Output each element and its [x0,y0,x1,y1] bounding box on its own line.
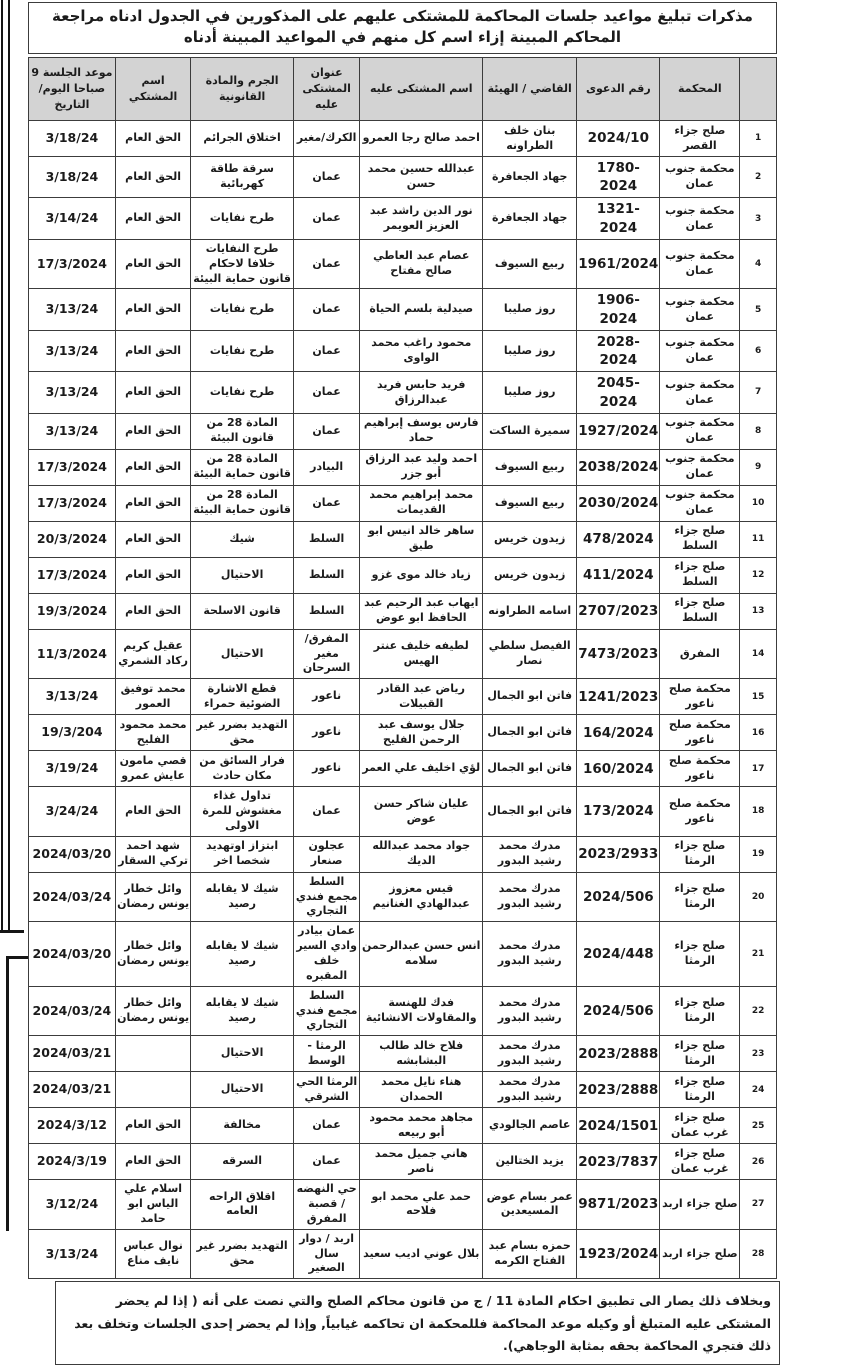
cell-court: صلح جزاء اربد [660,1229,740,1279]
cell-judge: حمزه بسام عبد الفتاح الكرمه [483,1229,577,1279]
cell-case_no: 2023/2888 [577,1036,660,1072]
cell-complainant: قصي مامون عايش عمرو [115,751,191,787]
cell-date: 19/3/204 [29,715,116,751]
cell-date: 3/13/24 [29,1229,116,1279]
cell-court: صلح جزاء القصر [660,121,740,157]
cell-case_no: 164/2024 [577,715,660,751]
hearings-table [28,57,777,1279]
cell-complainant: شهد احمد تركي السقار [115,836,191,872]
cell-court: صلح جزاء السلط [660,557,740,593]
cell-court: محكمة صلح ناعور [660,715,740,751]
cell-num: 17 [740,751,777,787]
cell-crime: المادة 28 من قانون البيئة [191,413,293,449]
cell-complainant: الحق العام [115,121,191,157]
cell-crime: المادة 28 من قانون حماية البيئة [191,449,293,485]
cell-date: 3/24/24 [29,787,116,837]
cell-crime: الاحتيال [191,629,293,679]
cell-crime: طرح نفايات [191,372,293,413]
cell-address: عمان [293,485,360,521]
cell-address: الكرك/مغير [293,121,360,157]
page-frame-left-line [1,0,10,932]
cell-court: محكمة جنوب عمان [660,239,740,289]
table-row [29,521,777,557]
cell-crime: طرح نفايات [191,289,293,330]
cell-case_no: 2023/2888 [577,1072,660,1108]
cell-num: 7 [740,372,777,413]
cell-complainant: الحق العام [115,521,191,557]
cell-complainant: محمد محمود الفليح [115,715,191,751]
cell-defendant: لؤي اخليف علي العمر [360,751,483,787]
cell-date: 3/18/24 [29,157,116,198]
cell-case_no: 7473/2023 [577,629,660,679]
cell-court: محكمة جنوب عمان [660,289,740,330]
cell-court: محكمة جنوب عمان [660,330,740,371]
cell-judge: مدرك محمد رشيد البدور [483,922,577,986]
header-row [29,58,777,121]
cell-court: صلح جزاء الرمثا [660,986,740,1036]
table-row [29,330,777,371]
cell-address: ناعور [293,751,360,787]
cell-num: 16 [740,715,777,751]
cell-address: السلط [293,593,360,629]
cell-num: 15 [740,679,777,715]
header-complainant-name: اسم المشتكي [115,58,191,121]
cell-address: عمان [293,413,360,449]
cell-court: محكمة جنوب عمان [660,485,740,521]
cell-case_no: 2024/10 [577,121,660,157]
cell-date: 17/3/2024 [29,449,116,485]
cell-crime: طرح النفايات خلافا لاحكام قانون حماية البيئة [191,239,293,289]
cell-date: 2024/03/20 [29,922,116,986]
cell-num: 23 [740,1036,777,1072]
cell-complainant: وائل خطار يونس رمضان [115,922,191,986]
cell-num: 12 [740,557,777,593]
cell-judge: جهاد الجعافرة [483,198,577,239]
cell-court: صلح جزاء الرمثا [660,1072,740,1108]
cell-complainant: الحق العام [115,1108,191,1144]
cell-judge: يزيد الختالين [483,1144,577,1180]
cell-case_no: 1780-2024 [577,157,660,198]
cell-date: 17/3/2024 [29,239,116,289]
cell-case_no: 2045-2024 [577,372,660,413]
cell-judge: فاتن ابو الجمال [483,679,577,715]
cell-complainant: الحق العام [115,330,191,371]
cell-crime: شيك [191,521,293,557]
cell-address: البيادر [293,449,360,485]
cell-crime: المادة 28 من قانون حماية البيئة [191,485,293,521]
cell-num: 1 [740,121,777,157]
cell-num: 20 [740,872,777,922]
cell-court: صلح جزاء السلط [660,593,740,629]
cell-case_no: 2038/2024 [577,449,660,485]
cell-address: الرمثا الحي الشرقي [293,1072,360,1108]
cell-court: صلح جزاء الرمثا [660,872,740,922]
cell-date: 20/3/2024 [29,521,116,557]
cell-address: عجلون صنعار [293,836,360,872]
table-row [29,1144,777,1180]
table-row [29,1036,777,1072]
cell-case_no: 2023/2933 [577,836,660,872]
cell-defendant: لطيفه خليف عنتر الهيس [360,629,483,679]
cell-court: صلح جزاء الرمثا [660,836,740,872]
cell-num: 8 [740,413,777,449]
table-row [29,679,777,715]
cell-case_no: 1961/2024 [577,239,660,289]
table-row [29,593,777,629]
cell-crime: التهديد بضرر غير محق [191,1229,293,1279]
cell-case_no: 1923/2024 [577,1229,660,1279]
cell-complainant: الحق العام [115,239,191,289]
header-case-number: رقم الدعوى [577,58,660,121]
cell-address: اربد / دوار سال الصغير [293,1229,360,1279]
table-row [29,787,777,837]
cell-judge: روز صليبا [483,289,577,330]
cell-defendant: انس حسن عبدالرحمن سلامه [360,922,483,986]
cell-judge: مدرك محمد رشيد البدور [483,986,577,1036]
cell-case_no: 2024/1501 [577,1108,660,1144]
cell-crime: فرار السائق من مكان حادث [191,751,293,787]
cell-crime: الاحتيال [191,1072,293,1108]
cell-num: 22 [740,986,777,1036]
cell-judge: فاتن ابو الجمال [483,715,577,751]
cell-date: 3/13/24 [29,330,116,371]
table-row [29,239,777,289]
table-row [29,121,777,157]
cell-crime: مخالفة [191,1108,293,1144]
cell-num: 6 [740,330,777,371]
cell-complainant: الحق العام [115,157,191,198]
cell-num: 14 [740,629,777,679]
cell-date: 17/3/2024 [29,485,116,521]
cell-date: 2024/03/24 [29,872,116,922]
cell-case_no: 2707/2023 [577,593,660,629]
cell-crime: الاحتيال [191,1036,293,1072]
table-row [29,372,777,413]
cell-defendant: ساهر خالد انيس ابو طبق [360,521,483,557]
cell-case_no: 1927/2024 [577,413,660,449]
cell-case_no: 478/2024 [577,521,660,557]
cell-court: محكمة صلح ناعور [660,751,740,787]
table-row [29,986,777,1036]
cell-address: عمان [293,1108,360,1144]
cell-case_no: 1241/2023 [577,679,660,715]
cell-num: 3 [740,198,777,239]
cell-judge: فاتن ابو الجمال [483,751,577,787]
cell-address: حي النهضه / قصبة المفرق [293,1180,360,1230]
cell-judge: روز صليبا [483,372,577,413]
cell-judge: اسامه الطراونه [483,593,577,629]
cell-case_no: 2023/7837 [577,1144,660,1180]
table-row [29,922,777,986]
notice-content [28,2,777,1365]
cell-defendant: هاني جميل محمد ناصر [360,1144,483,1180]
cell-defendant: نور الدين راشد عبد العزيز العويمر [360,198,483,239]
cell-complainant: الحق العام [115,198,191,239]
cell-address: ناعور [293,679,360,715]
cell-date: 2024/03/24 [29,986,116,1036]
cell-case_no: 2024/448 [577,922,660,986]
cell-address: عمان [293,372,360,413]
cell-judge: مدرك محمد رشيد البدور [483,1036,577,1072]
cell-defendant: جلال يوسف عبد الرحمن الفليح [360,715,483,751]
cell-complainant: الحق العام [115,557,191,593]
cell-judge: جهاد الجعافرة [483,157,577,198]
cell-court: صلح جزاء اربد [660,1180,740,1230]
cell-defendant: عبدالله حسين محمد حسن [360,157,483,198]
table-row [29,557,777,593]
header-court: المحكمة [660,58,740,121]
cell-date: 2024/3/12 [29,1108,116,1144]
cell-complainant [115,1036,191,1072]
footer-legal-note: وبخلاف ذلك يصار الى تطبيق احكام المادة 11 / ج من قانون محاكم الصلح والتي نصت على أنه ( إذا لم يحضر المشتكى عليه المتبلغ أو وكيله موعد المحاكمة فللمحكمة ان تحاكمه غيابياً, وإذا لم يحضر إحدى الجلسات وتخلف بعد ذلك فتجري المحاكمة بحقه بمثابة الوجاهي). [55,1281,780,1365]
cell-court: صلح جزاء الرمثا [660,1036,740,1072]
cell-defendant: عليان شاكر حسن عوض [360,787,483,837]
table-row [29,289,777,330]
cell-judge: الفيصل سلطي نصار [483,629,577,679]
cell-defendant: فلاح خالد طالب البشابشه [360,1036,483,1072]
cell-address: عمان [293,787,360,837]
table-row [29,629,777,679]
cell-case_no: 2030/2024 [577,485,660,521]
cell-complainant: الحق العام [115,1144,191,1180]
cell-case_no: 2028-2024 [577,330,660,371]
cell-judge: مدرك محمد رشيد البدور [483,836,577,872]
table-row [29,1072,777,1108]
cell-address: عمان [293,239,360,289]
cell-defendant: احمد صالح رجا العمرو [360,121,483,157]
cell-num: 28 [740,1229,777,1279]
cell-num: 21 [740,922,777,986]
cell-complainant: نوال عباس نايف مناع [115,1229,191,1279]
table-row [29,449,777,485]
cell-crime: اقلاق الراحه العامه [191,1180,293,1230]
header-judge: القاضي / الهيئة [483,58,577,121]
cell-complainant: وائل خطار يونس رمضان [115,872,191,922]
cell-crime: اختلاق الجرائم [191,121,293,157]
table-row [29,872,777,922]
cell-num: 5 [740,289,777,330]
cell-case_no: 9871/2023 [577,1180,660,1230]
cell-date: 19/3/2024 [29,593,116,629]
cell-court: محكمة جنوب عمان [660,449,740,485]
cell-judge: عاصم الجالودي [483,1108,577,1144]
cell-judge: فاتن ابو الجمال [483,787,577,837]
cell-complainant: اسلام علي الياس ابو حامد [115,1180,191,1230]
cell-date: 3/14/24 [29,198,116,239]
cell-defendant: فدك للهنسة والمقاولات الانشائية [360,986,483,1036]
cell-judge: سميرة الساكت [483,413,577,449]
cell-crime: شيك لا يقابله رصيد [191,922,293,986]
cell-court: محكمة صلح ناعور [660,787,740,837]
cell-num: 11 [740,521,777,557]
cell-address: عمان [293,198,360,239]
cell-address: عمان بيادر وادي السير خلف المقبره [293,922,360,986]
cell-num: 18 [740,787,777,837]
cell-judge: ربيع السيوف [483,239,577,289]
cell-date: 2024/03/21 [29,1072,116,1108]
cell-address: عمان [293,330,360,371]
cell-court: محكمة جنوب عمان [660,372,740,413]
cell-address: المفرق/مغير السرحان [293,629,360,679]
table-row [29,198,777,239]
cell-judge: زيدون خريس [483,557,577,593]
cell-defendant: فارس يوسف إبراهيم حماد [360,413,483,449]
table-body [29,121,777,1279]
cell-case_no: 2024/506 [577,872,660,922]
cell-complainant: الحق العام [115,413,191,449]
cell-date: 3/12/24 [29,1180,116,1230]
cell-judge: ربيع السيوف [483,485,577,521]
header-defendant-address: عنوان المشتكى عليه [293,58,360,121]
cell-num: 27 [740,1180,777,1230]
cell-case_no: 2024/506 [577,986,660,1036]
cell-judge: ربيع السيوف [483,449,577,485]
cell-defendant: هناء نايل محمد الحمدان [360,1072,483,1108]
cell-complainant: محمد توفيق العمور [115,679,191,715]
cell-date: 2024/03/20 [29,836,116,872]
cell-complainant [115,1072,191,1108]
cell-complainant: الحق العام [115,485,191,521]
cell-address: السلط [293,521,360,557]
cell-crime: التهديد بضرر غير محق [191,715,293,751]
cell-date: 3/13/24 [29,372,116,413]
cell-num: 24 [740,1072,777,1108]
cell-date: 17/3/2024 [29,557,116,593]
cell-date: 3/19/24 [29,751,116,787]
cell-judge: عمر بسام عوض المسيعدين [483,1180,577,1230]
cell-defendant: ايهاب عبد الرحيم عبد الحافظ ابو عوض [360,593,483,629]
cell-crime: شيك لا يقابله رصيد [191,986,293,1036]
cell-address: السلط مجمع فندي التجاري [293,872,360,922]
cell-complainant: عقيل كريم ركاد الشمري [115,629,191,679]
cell-address: ناعور [293,715,360,751]
cell-crime: ابتزاز اوتهديد شخصا اخر [191,836,293,872]
cell-date: 3/13/24 [29,413,116,449]
cell-date: 3/13/24 [29,679,116,715]
cell-crime: طرح نفايات [191,330,293,371]
cell-crime: شيك لا يقابله رصيد [191,872,293,922]
cell-defendant: فريد حابس فريد عبدالرزاق [360,372,483,413]
notice-title: مذكرات تبليغ مواعيد جلسات المحاكمة للمشتكى عليهم على المذكورين في الجدول ادناه مراجعة المحاكم المبينة إزاء اسم كل منهم في المواعيد المبينة أدناه [28,2,777,54]
table-row [29,485,777,521]
table-row [29,157,777,198]
cell-complainant: الحق العام [115,593,191,629]
header-crime-article: الجرم والمادة القانونية [191,58,293,121]
cell-court: محكمة جنوب عمان [660,157,740,198]
table-row [29,751,777,787]
header-hearing-date: موعد الجلسة 9 صباحا اليوم/التاريخ [29,58,116,121]
table-row [29,1108,777,1144]
cell-crime: قطع الاشارة الضوئية حمراء [191,679,293,715]
cell-defendant: مجاهد محمد محمود أبو ربيعه [360,1108,483,1144]
cell-crime: قانون الاسلحة [191,593,293,629]
cell-date: 11/3/2024 [29,629,116,679]
table-row [29,836,777,872]
cell-address: عمان [293,289,360,330]
table-row [29,1229,777,1279]
cell-address: الرمثا - الوسط [293,1036,360,1072]
cell-complainant: الحق العام [115,372,191,413]
cell-case_no: 1906-2024 [577,289,660,330]
cell-num: 4 [740,239,777,289]
cell-court: محكمة صلح ناعور [660,679,740,715]
cell-complainant: الحق العام [115,449,191,485]
table-row [29,1180,777,1230]
cell-address: السلط مجمع فندي التجاري [293,986,360,1036]
cell-num: 19 [740,836,777,872]
cell-judge: مدرك محمد رشيد البدور [483,1072,577,1108]
cell-address: عمان [293,157,360,198]
cell-defendant: قيس معزوز عبدالهادي الغنانيم [360,872,483,922]
cell-num: 13 [740,593,777,629]
cell-date: 3/18/24 [29,121,116,157]
cell-court: صلح جزاء غرب عمان [660,1108,740,1144]
cell-num: 10 [740,485,777,521]
cell-complainant: وائل خطار يونس رمضان [115,986,191,1036]
cell-defendant: حمد علي محمد ابو فلاحه [360,1180,483,1230]
cell-defendant: محمود راغب محمد الواوى [360,330,483,371]
cell-judge: بنان خلف الطراونه [483,121,577,157]
cell-judge: زيدون خريس [483,521,577,557]
cell-date: 2024/03/21 [29,1036,116,1072]
cell-defendant: احمد وليد عبد الرزاق أبو جزر [360,449,483,485]
cell-address: السلط [293,557,360,593]
cell-num: 2 [740,157,777,198]
cell-judge: مدرك محمد رشيد البدور [483,872,577,922]
cell-court: محكمة جنوب عمان [660,198,740,239]
cell-crime: سرقة طاقة كهربائية [191,157,293,198]
cell-address: عمان [293,1144,360,1180]
cell-defendant: محمد إبراهيم محمد القديمات [360,485,483,521]
cell-defendant: صيدلية بلسم الحياة [360,289,483,330]
page-frame-left-corner [0,930,24,933]
header-row-number [740,58,777,121]
cell-defendant: رياض عبد القادر القبيلات [360,679,483,715]
cell-num: 26 [740,1144,777,1180]
cell-case_no: 160/2024 [577,751,660,787]
cell-crime: طرح نفايات [191,198,293,239]
cell-defendant: بلال عوني اديب سعيد [360,1229,483,1279]
table-header [29,58,777,121]
cell-court: محكمة جنوب عمان [660,413,740,449]
cell-case_no: 411/2024 [577,557,660,593]
cell-crime: السرقه [191,1144,293,1180]
cell-defendant: جواد محمد عبدالله الديك [360,836,483,872]
cell-defendant: عصام عبد العاطي صالح مفتاح [360,239,483,289]
cell-date: 3/13/24 [29,289,116,330]
cell-num: 25 [740,1108,777,1144]
cell-court: صلح جزاء غرب عمان [660,1144,740,1180]
table-row [29,413,777,449]
cell-court: المفرق [660,629,740,679]
cell-complainant: الحق العام [115,787,191,837]
cell-case_no: 1321-2024 [577,198,660,239]
cell-complainant: الحق العام [115,289,191,330]
cell-date: 2024/3/19 [29,1144,116,1180]
header-defendant-name: اسم المشتكى عليه [360,58,483,121]
cell-crime: تداول غذاء مغشوش للمرة الاولى [191,787,293,837]
cell-num: 9 [740,449,777,485]
cell-court: صلح جزاء السلط [660,521,740,557]
cell-case_no: 173/2024 [577,787,660,837]
table-row [29,715,777,751]
cell-court: صلح جزاء الرمثا [660,922,740,986]
cell-judge: روز صليبا [483,330,577,371]
cell-defendant: زياد خالد موى غزو [360,557,483,593]
cell-crime: الاحتيال [191,557,293,593]
